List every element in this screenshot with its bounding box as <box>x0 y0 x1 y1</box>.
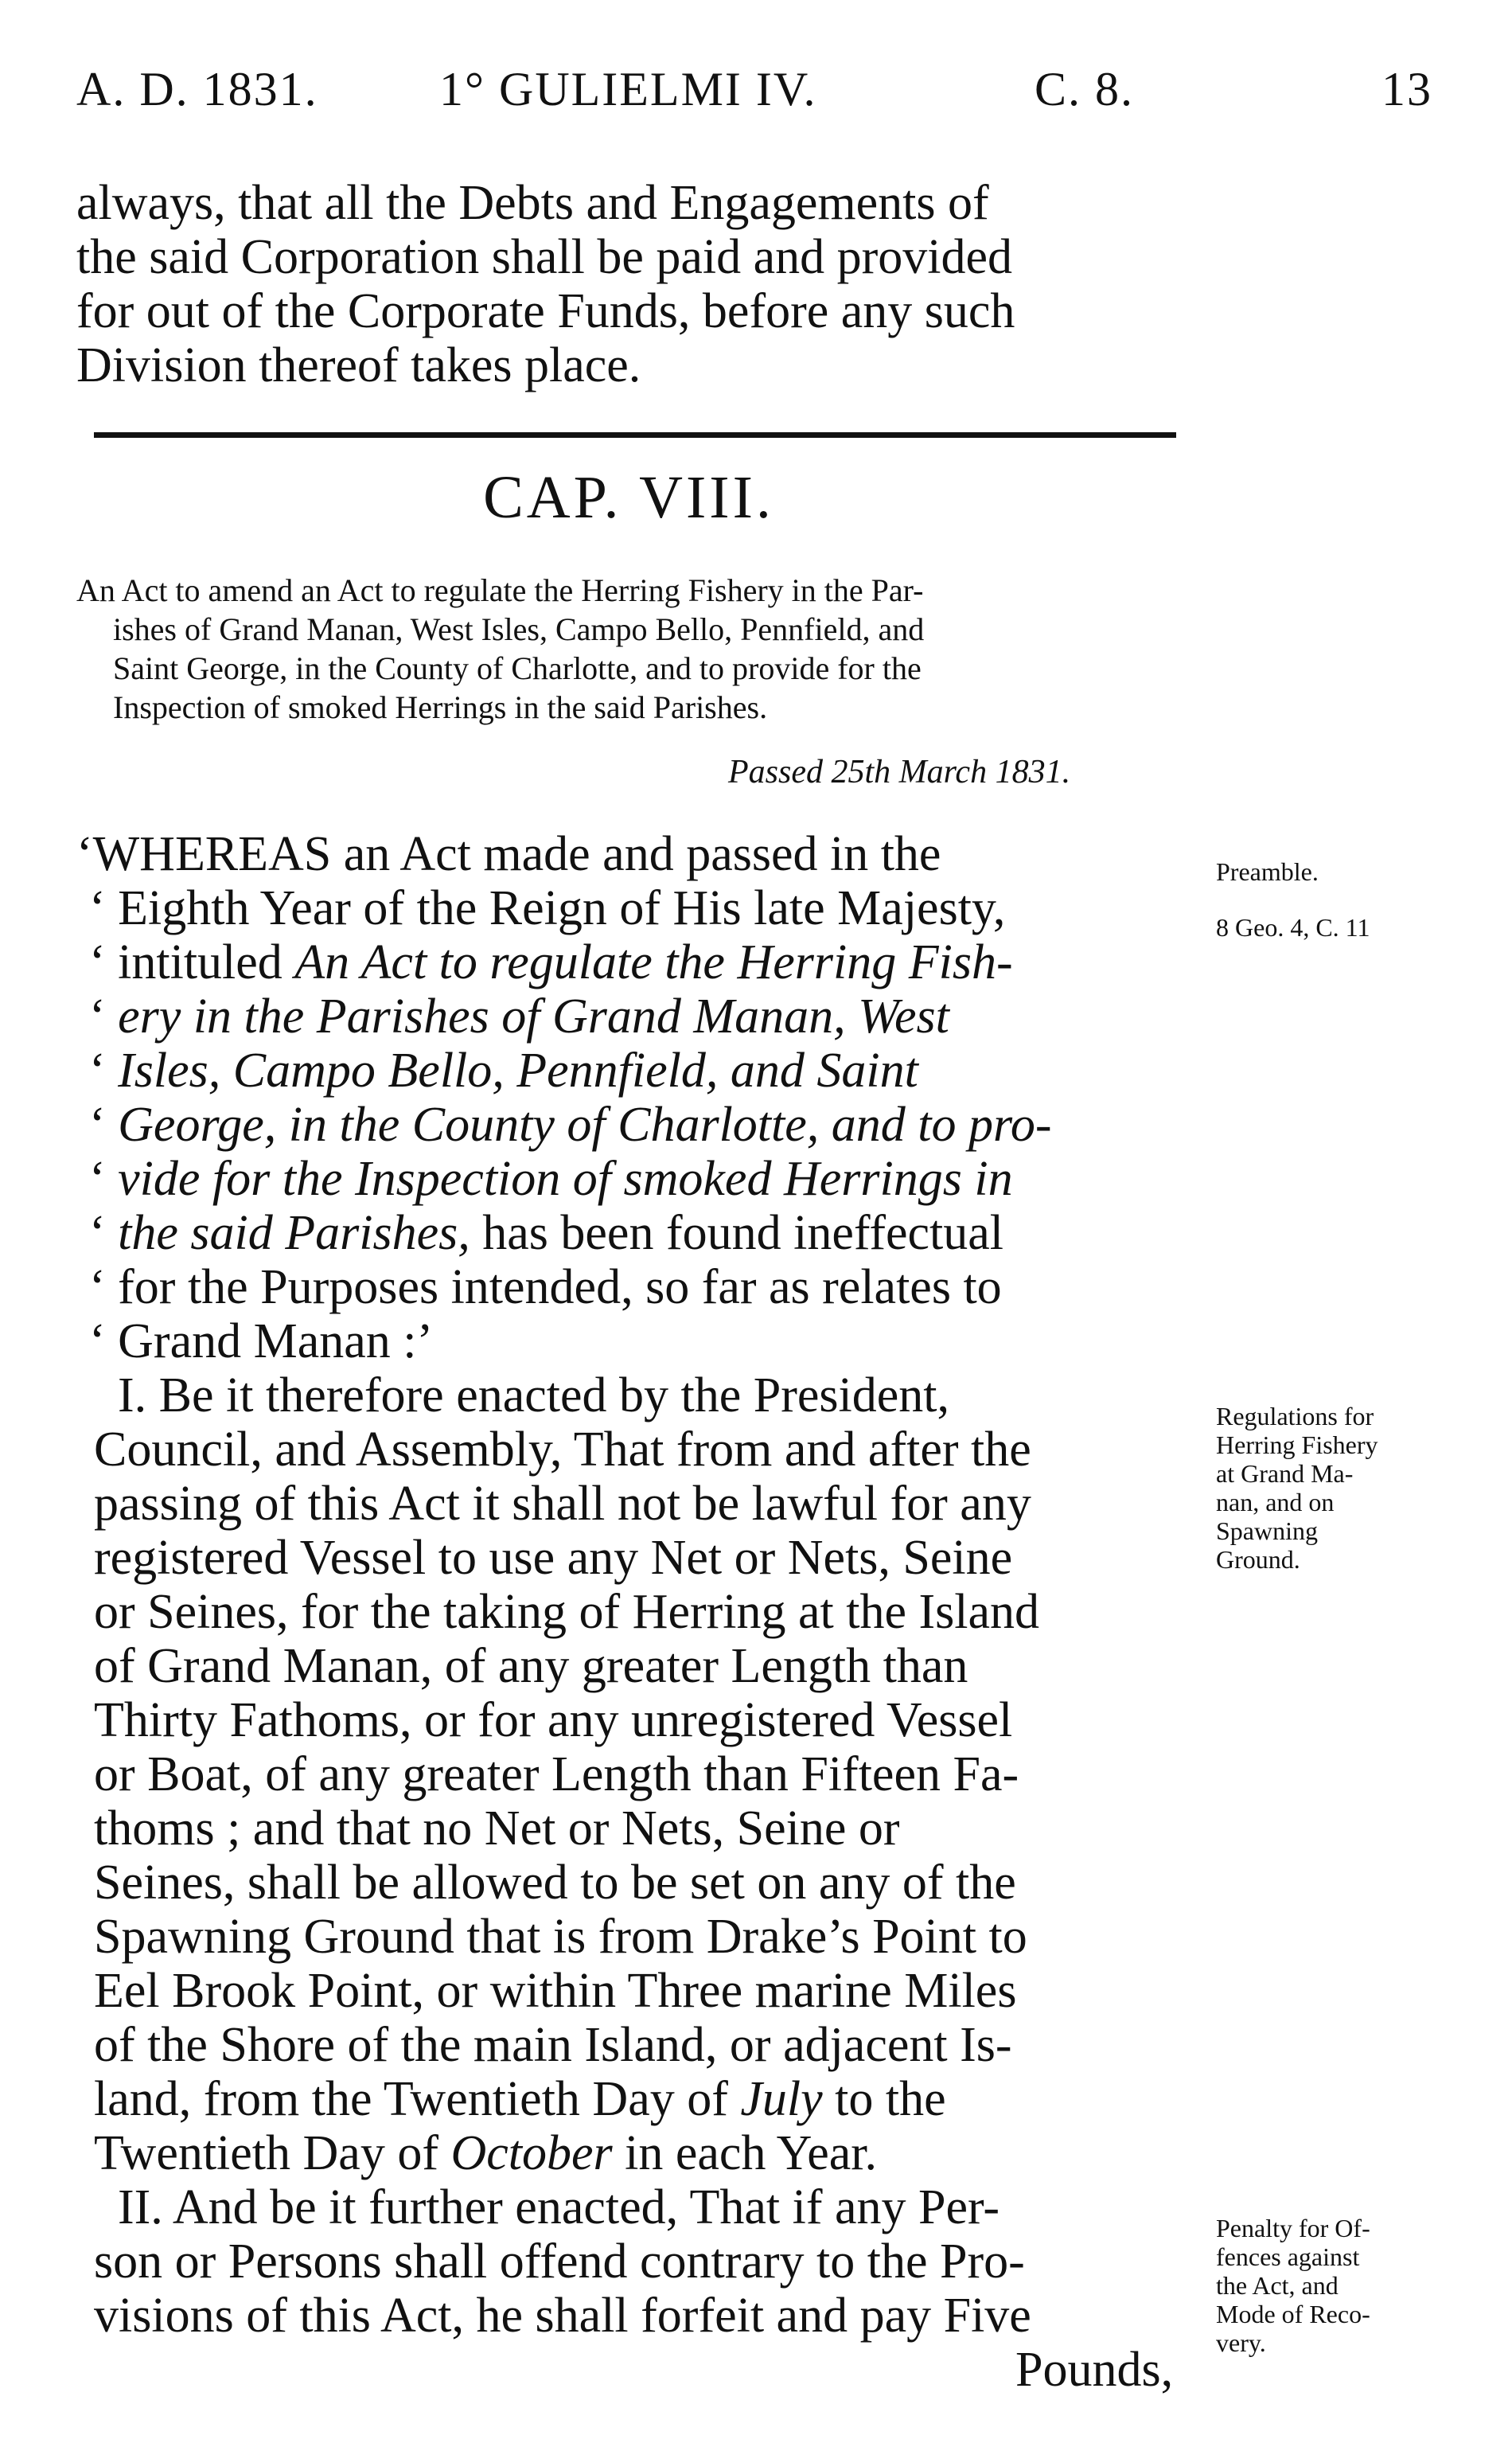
line-italic: October <box>450 2126 613 2180</box>
section-1-line <box>94 2071 946 2128</box>
margin-note-regulations: Regulations for <box>1216 1402 1374 1430</box>
line-roman: Eel Brook Point, or within Three marine Miles <box>94 1964 1017 2018</box>
line-roman: ‘WHEREAS an Act made and passed in the <box>76 827 941 881</box>
margin-note-penalty: Mode of Reco- <box>1216 2300 1370 2328</box>
line-roman: Council, and Assembly, That from and after the <box>94 1422 1031 1477</box>
line-roman: ‘ intituled <box>89 935 295 989</box>
preamble-line <box>89 1097 1051 1153</box>
margin-note-regulations: nan, and on <box>1216 1488 1335 1516</box>
preamble-line <box>89 880 1005 937</box>
line-italic: ery in the Parishes of Grand Manan, West <box>118 989 949 1044</box>
preamble-line <box>76 826 941 883</box>
line-roman: Seines, shall be allowed to be set on any of the <box>94 1856 1016 1910</box>
running-head-chapter: C. 8. <box>1035 63 1135 115</box>
line-roman: II. And be it further enacted, That if any Per- <box>118 2180 1000 2234</box>
line-roman: thoms ; and that no Net or Nets, Seine or <box>94 1801 900 1856</box>
line-roman: ‘ for the Purposes intended, so far as relates to <box>89 1260 1002 1314</box>
chapter-title: CAP. VIII. <box>483 464 774 531</box>
running-head-reign: 1° GULIELMI IV. <box>439 63 817 115</box>
line-roman: ‘ <box>89 1206 119 1260</box>
line-roman: I. Be it therefore enacted by the President, <box>118 1368 949 1422</box>
previous-section-line: for out of the Corporate Funds, before any such <box>76 284 1015 338</box>
section-1-line <box>94 1692 1012 1749</box>
margin-note-regulations: Ground. <box>1216 1545 1300 1574</box>
section-1-line <box>94 1801 900 1857</box>
section-1-line <box>94 1476 1031 1532</box>
act-title-line: Inspection of smoked Herrings in the said Parishes. <box>113 689 768 725</box>
section-2-line <box>94 2234 1025 2290</box>
margin-note-penalty: the Act, and <box>1216 2271 1339 2300</box>
section-1-line <box>94 2017 1012 2074</box>
line-italic: George, in the County of Charlotte, and to pro- <box>118 1098 1052 1152</box>
passed-date: Passed 25th March 1831. <box>728 754 1071 790</box>
act-title-line: ishes of Grand Manan, West Isles, Campo Bello, Pennfield, and <box>113 611 925 647</box>
line-roman: ‘ <box>89 989 119 1044</box>
line-roman: land, from the Twentieth Day of <box>94 2072 741 2126</box>
section-2-line <box>118 2180 1000 2236</box>
line-roman: to the <box>822 2072 946 2126</box>
section-1-line <box>94 2125 877 2182</box>
margin-note-regulations: Herring Fishery <box>1216 1430 1378 1459</box>
preamble-line <box>89 989 949 1045</box>
margin-note-regulations: Spawning <box>1216 1516 1318 1545</box>
section-2-line <box>1015 2342 1173 2398</box>
line-roman: visions of this Act, he shall forfeit and pay Five <box>94 2289 1031 2343</box>
line-roman: son or Persons shall offend contrary to the Pro- <box>94 2234 1025 2289</box>
margin-note-penalty: fences against <box>1216 2242 1360 2271</box>
margin-note-penalty: Penalty for Of- <box>1216 2214 1370 2242</box>
section-1-line <box>94 1963 1016 2020</box>
section-2-line <box>94 2288 1031 2344</box>
line-italic: Isles, Campo Bello, Pennfield, and Saint <box>118 1044 918 1098</box>
line-italic: the said Parishes, <box>118 1206 470 1260</box>
line-roman: passing of this Act it shall not be lawful for any <box>94 1477 1031 1531</box>
section-1-line <box>118 1368 949 1424</box>
line-roman: ‘ <box>89 1044 119 1098</box>
line-italic: An Act to regulate the Herring Fish- <box>294 935 1013 989</box>
line-roman: or Boat, of any greater Length than Fifteen Fa- <box>94 1747 1019 1801</box>
section-1-line <box>94 1909 1027 1965</box>
preamble-line <box>89 1205 1003 1262</box>
line-roman: ‘ Grand Manan :’ <box>89 1314 434 1368</box>
section-1-line <box>94 1584 1039 1641</box>
line-roman: of Grand Manan, of any greater Length than <box>94 1639 968 1693</box>
section-1-line <box>94 1638 968 1695</box>
previous-section-line: always, that all the Debts and Engagements of <box>76 176 989 230</box>
line-roman: ‘ <box>89 1098 119 1152</box>
section-1-line <box>94 1422 1031 1478</box>
line-roman: registered Vessel to use any Net or Nets, Seine <box>94 1531 1013 1585</box>
section-1-line <box>94 1530 1012 1586</box>
line-roman: has been found ineffectual <box>470 1206 1004 1260</box>
line-roman: Twentieth Day of <box>94 2126 451 2180</box>
preamble-line <box>89 1043 918 1099</box>
line-italic: July <box>740 2072 823 2126</box>
preamble-line <box>89 1259 1002 1316</box>
section-divider-rule <box>94 432 1176 438</box>
margin-note-statute-ref: 8 Geo. 4, C. 11 <box>1216 913 1370 942</box>
line-roman: Pounds, <box>1015 2343 1174 2397</box>
line-roman: Thirty Fathoms, or for any unregistered Vessel <box>94 1693 1013 1747</box>
page-number: 13 <box>1381 63 1432 115</box>
margin-note-preamble: Preamble. <box>1216 857 1319 886</box>
margin-note-penalty: very. <box>1216 2328 1266 2357</box>
preamble-line <box>89 1151 1013 1208</box>
section-1-line <box>94 1746 1019 1803</box>
line-roman: or Seines, for the taking of Herring at the Island <box>94 1585 1039 1639</box>
preamble-line <box>89 1313 433 1370</box>
running-head-year: A. D. 1831. <box>76 63 318 115</box>
line-roman: Spawning Ground that is from Drake’s Point to <box>94 1910 1027 1964</box>
line-roman: ‘ Eighth Year of the Reign of His late Majesty, <box>89 881 1006 935</box>
preamble-line <box>89 935 1013 991</box>
section-1-line <box>94 1855 1016 1911</box>
act-title-line: Saint George, in the County of Charlotte, and to provide for the <box>113 650 922 686</box>
line-roman: of the Shore of the main Island, or adjacent Is- <box>94 2018 1012 2072</box>
line-italic: vide for the Inspection of smoked Herrings in <box>118 1152 1013 1206</box>
margin-note-regulations: at Grand Ma- <box>1216 1459 1354 1488</box>
act-title-line: An Act to amend an Act to regulate the Herring Fishery in the Par- <box>76 572 924 608</box>
line-roman: ‘ <box>89 1152 119 1206</box>
previous-section-line: the said Corporation shall be paid and provided <box>76 230 1013 284</box>
line-roman: in each Year. <box>612 2126 877 2180</box>
previous-section-line: Division thereof takes place. <box>76 338 641 392</box>
